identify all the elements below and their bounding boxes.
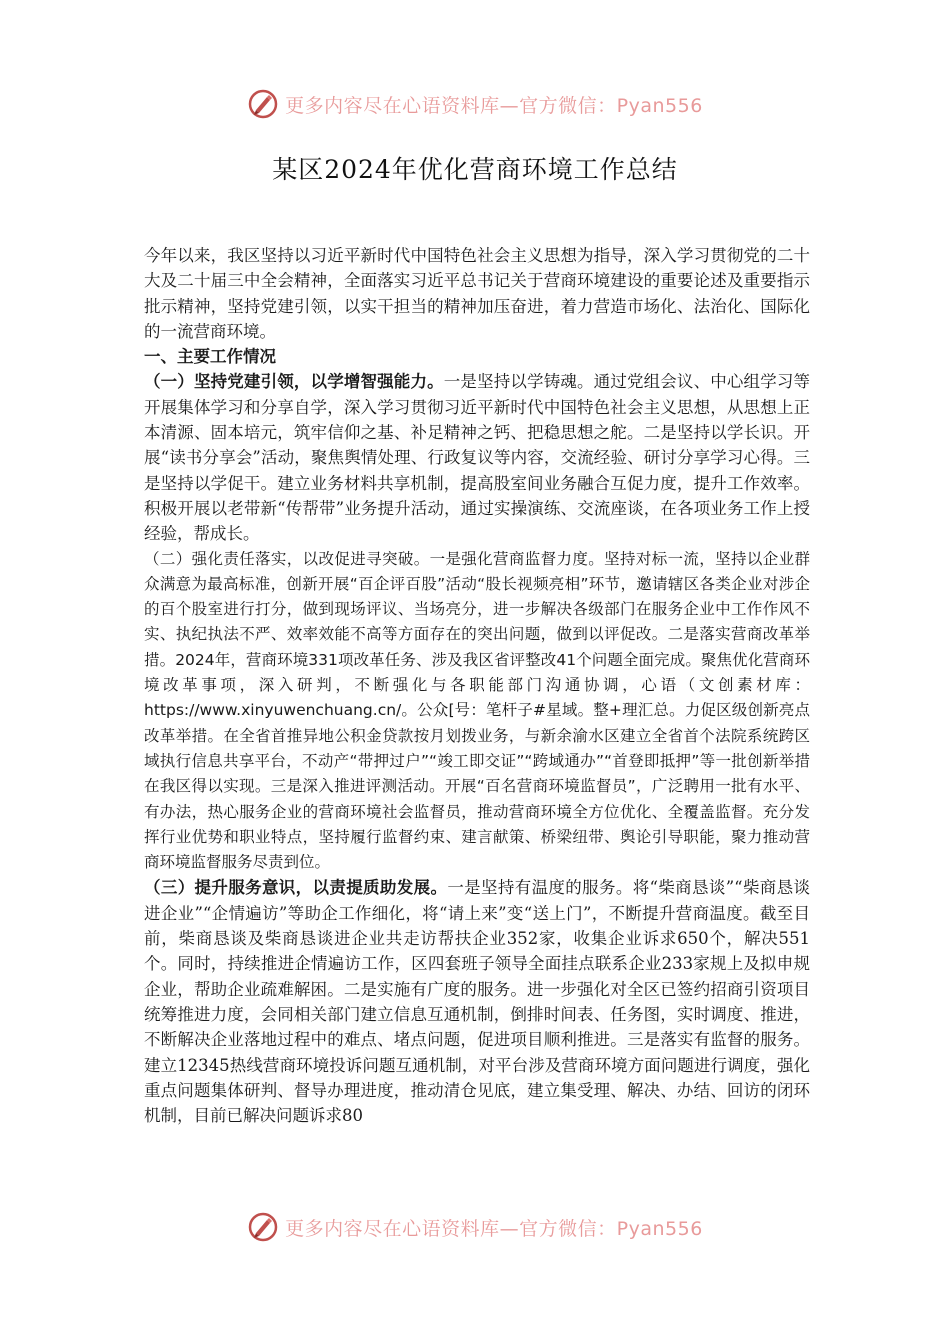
item-3-heading: （三）提升服务意识，以责提质助发展。 (144, 878, 448, 898)
pen-logo-icon (247, 88, 279, 120)
item-3-paragraph (144, 875, 810, 1128)
watermark-banner-top (0, 84, 950, 124)
watermark-text: 更多内容尽在心语资料库—官方微信：Pyan556 (285, 94, 703, 117)
item-1-body: 一是坚持以学铸魂。通过党组会议、中心组学习等开展集体学习和分享自学，深入学习贯彻习近平新时代中国特色社会主义思想，从思想上正本清源、固本培元，筑牢信仰之基、补足精神之钙、把稳思想之舵。二是坚持以学长识。开展“读书分享会”活动，聚焦舆情处理、行政复议等内容，交流经验、研讨分享学习心得。三是坚持以学促干。建立业务材料共享机制，提高股室间业务融合互促力度，提升工作效率。积极开展以老带新“传帮带”业务提升活动，通过实操演练、交流座谈，在各项业务工作上授经验，帮成长。 (144, 372, 811, 544)
watermark-banner-bottom (0, 1207, 950, 1247)
item-3-body: 一是坚持有温度的服务。将“柴商恳谈”“柴商恳谈进企业”“企情遍访”等助企工作细化，将“请上来”变“送上门”，不断提升营商温度。截至目前，柴商恳谈及柴商恳谈进企业共走访帮扶企业352家，收集企业诉求650个，解决551个。同时，持续推进企情遍访工作，区四套班子领导全面挂点联系企业233家规上及拟申规企业，帮助企业疏难解困。二是实施有广度的服务。进一步强化对全区已签约招商引资项目统筹推进力度，会同相关部门建立信息互通机制，倒排时间表、任务图，实时调度、推进，不断解决企业落地过程中的难点、堵点问题，促进项目顺利推进。三是落实有监督的服务。建立12345热线营商环境投诉问题互通机制，对平台涉及营商环境方面问题进行调度，强化重点问题集体研判、督导办理进度，推动清仓见底，建立集受理、解决、办结、回访的闭环机制，目前已解决问题诉求80 (144, 878, 811, 1126)
section-heading: 一、主要工作情况 (144, 347, 276, 367)
document-body (144, 243, 810, 1128)
pen-logo-icon (247, 1211, 279, 1243)
item-1-heading: （一）坚持党建引领，以学增智强能力。 (144, 372, 444, 392)
watermark-text: 更多内容尽在心语资料库—官方微信：Pyan556 (285, 1217, 703, 1240)
document-title: 某区2024年优化营商环境工作总结 (272, 155, 678, 184)
item-1-paragraph (144, 369, 810, 546)
intro-paragraph: 今年以来，我区坚持以习近平新时代中国特色社会主义思想为指导，深入学习贯彻党的二十大及二十届三中全会精神，全面落实习近平总书记关于营商环境建设的重要论述及重要指示批示精神，坚持党建引领，以实干担当的精神加压奋进，着力营造市场化、法治化、国际化的一流营商环境。 (144, 246, 810, 341)
item-2-paragraph: （二）强化责任落实，以改促进寻突破。一是强化营商监督力度。坚持对标一流，坚持以企业群众满意为最高标准，创新开展“百企评百股”活动“股长视频亮相”环节，邀请辖区各类企业对涉企的百个股室进行打分，做到现场评议、当场亮分，进一步解决各级部门在服务企业中工作作风不实、执纪执法不严、效率效能不高等方面存在的突出问题，做到以评促改。二是落实营商改革举措。2024年，营商环境331项改革任务、涉及我区省评整改41个问题全面完成。聚焦优化营商环境改革事项，深入研判，不断强化与各职能部门沟通协调，心语（文创素材库：https://www.xinyuwenchuang.cn/。公众[号：笔杆子#星域。整+理汇总。力促区级创新亮点改革举措。在全省首推异地公积金贷款按月划拨业务，与新余渝水区建立全省首个法院系统跨区域执行信息共享平台，不动产“带押过户”“竣工即交证”“跨域通办”“首登即抵押”等一批创新举措在我区得以实现。三是深入推进评测活动。开展“百名营商环境监督员”，广泛聘用一批有水平、有办法，热心服务企业的营商环境社会监督员，推动营商环境全方位优化、全覆盖监督。充分发挥行业优势和职业特点，坚持履行监督约束、建言献策、桥梁纽带、舆论引导职能，聚力推动营商环境监督服务尽责到位。 (144, 549, 810, 872)
